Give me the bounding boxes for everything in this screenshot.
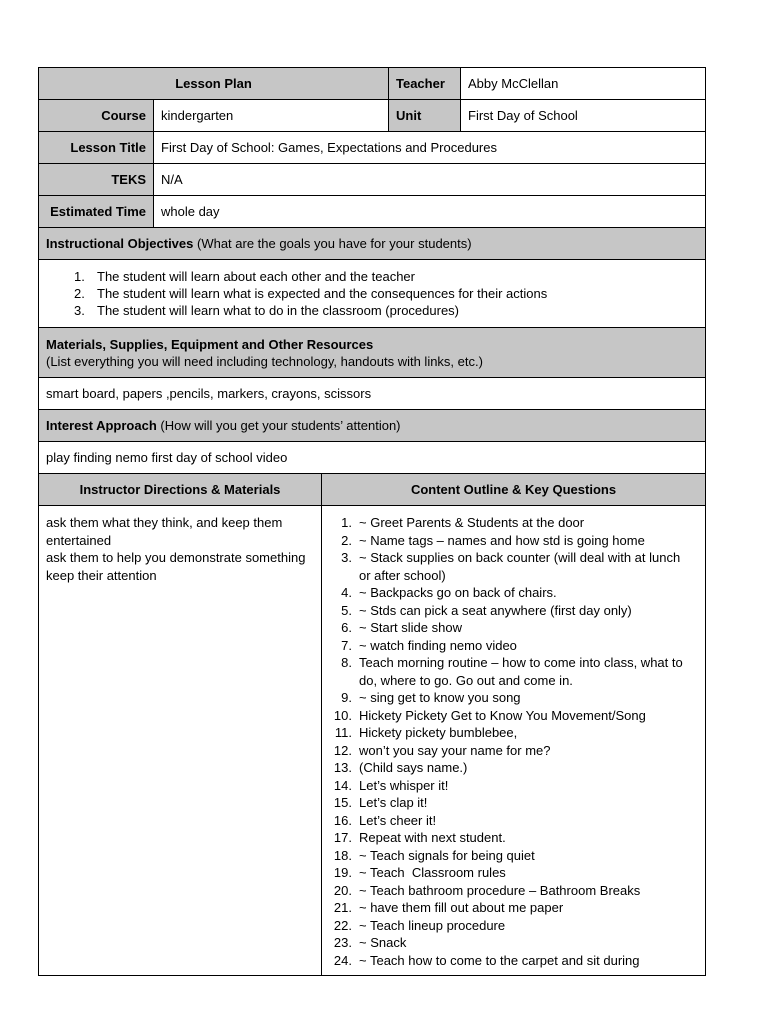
- objectives-heading: [39, 228, 705, 259]
- list-item: 18. ~ Teach signals for being quiet: [333, 847, 535, 863]
- list-item: 2. The student will learn what is expected and the consequences for their actions: [74, 285, 548, 301]
- list-item: 22. ~ Teach lineup procedure: [333, 917, 506, 933]
- content-outline-cell: [322, 506, 705, 975]
- lesson-plan-table: [38, 67, 706, 976]
- materials-value: smart board, papers ,pencils, markers, crayons, scissors: [46, 386, 372, 401]
- teks-row: [39, 164, 705, 196]
- teacher-label: Teacher: [389, 68, 461, 99]
- lesson-title-row: [39, 132, 705, 164]
- estimated-time-row: [39, 196, 705, 228]
- list-item: 9. ~ sing get to know you song: [341, 690, 521, 705]
- list-item: 19. ~ Teach Classroom rules: [333, 865, 506, 880]
- list-item: 13. (Child says name.): [333, 760, 468, 775]
- objectives-list: [46, 268, 547, 320]
- direction-line: ask them to help you demonstrate something: [46, 550, 306, 565]
- list-item: 10. Hickety Pickety Get to Know You Movement/Song: [333, 707, 646, 723]
- direction-line: keep their attention: [46, 567, 157, 583]
- list-item: 14. Let’s whisper it!: [333, 777, 449, 793]
- lesson-title-label: Lesson Title: [39, 132, 154, 163]
- columns-body-row: [39, 506, 705, 975]
- interest-value: play finding nemo first day of school video: [46, 450, 288, 465]
- list-item: 20. ~ Teach bathroom procedure – Bathroom Breaks: [333, 882, 641, 898]
- content-outline-header: Content Outline & Key Questions: [322, 474, 705, 505]
- list-item: 15. Let’s clap it!: [333, 795, 428, 810]
- list-item: 1. ~ Greet Parents & Students at the door: [341, 515, 585, 530]
- materials-heading: [39, 328, 705, 377]
- teks-label: TEKS: [39, 164, 154, 195]
- instructor-directions-header: Instructor Directions & Materials: [39, 474, 322, 505]
- list-item: 12. won’t you say your name for me?: [333, 742, 551, 758]
- interest-row: [39, 442, 705, 474]
- estimated-time-value: whole day: [161, 204, 220, 219]
- interest-heading-row: [39, 410, 705, 442]
- objectives-heading-note: (What are the goals you have for your students): [193, 236, 472, 251]
- objectives-list-row: [39, 260, 705, 328]
- content-outline-list: [330, 514, 695, 969]
- interest-heading: [39, 410, 705, 441]
- unit-value: First Day of School: [468, 108, 578, 123]
- interest-heading-note: (How will you get your students’ attention): [156, 418, 401, 433]
- course-label: Course: [39, 100, 154, 131]
- course-row: [39, 100, 705, 132]
- course-value: kindergarten: [154, 100, 389, 131]
- list-item: 23. ~ Snack: [333, 935, 407, 950]
- list-item: 3. ~ Stack supplies on back counter (will deal with at lunch or after school): [341, 550, 681, 583]
- list-item: 2. ~ Name tags – names and how std is going home: [341, 532, 645, 548]
- materials-heading-row: [39, 328, 705, 378]
- objectives-heading-row: [39, 228, 705, 260]
- list-item: 16. Let’s cheer it!: [333, 812, 437, 828]
- unit-label: Unit: [389, 100, 461, 131]
- list-item: 6. ~ Start slide show: [341, 620, 462, 635]
- list-item: 7. ~ watch finding nemo video: [341, 637, 517, 653]
- interest-heading-title: Interest Approach: [46, 418, 157, 433]
- materials-heading-title: Materials, Supplies, Equipment and Other Resources: [46, 336, 374, 352]
- teks-value: N/A: [161, 172, 183, 187]
- list-item: 21. ~ have them fill out about me paper: [333, 900, 564, 915]
- header-row: [39, 68, 705, 100]
- list-item: 11. Hickety pickety bumblebee,: [334, 725, 518, 740]
- objectives-list-cell: [39, 260, 705, 327]
- list-item: 4. ~ Backpacks go on back of chairs.: [341, 585, 557, 600]
- lesson-title-value: First Day of School: Games, Expectations and Procedures: [161, 140, 497, 155]
- lesson-plan-heading: Lesson Plan: [39, 68, 389, 99]
- direction-line: ask them what they think, and keep them entertained: [46, 515, 283, 548]
- instructor-directions-cell: [39, 506, 322, 975]
- objectives-heading-title: Instructional Objectives: [46, 236, 194, 251]
- list-item: 24. ~ Teach how to come to the carpet and sit during: [333, 952, 640, 968]
- list-item: 5. ~ Stds can pick a seat anywhere (first day only): [341, 602, 632, 618]
- teacher-value: Abby McClellan: [468, 76, 559, 91]
- list-item: 3. The student will learn what to do in the classroom (procedures): [74, 303, 460, 319]
- list-item: 8. Teach morning routine – how to come into class, what to do, where to go. Go out and come in.: [341, 655, 683, 688]
- materials-heading-note: (List everything you will need including technology, handouts with links, etc.): [46, 353, 483, 369]
- list-item: 1. The student will learn about each other and the teacher: [74, 268, 415, 284]
- columns-header-row: [39, 474, 705, 506]
- estimated-time-label: Estimated Time: [39, 196, 154, 227]
- materials-row: [39, 378, 705, 410]
- list-item: 17. Repeat with next student.: [333, 830, 506, 845]
